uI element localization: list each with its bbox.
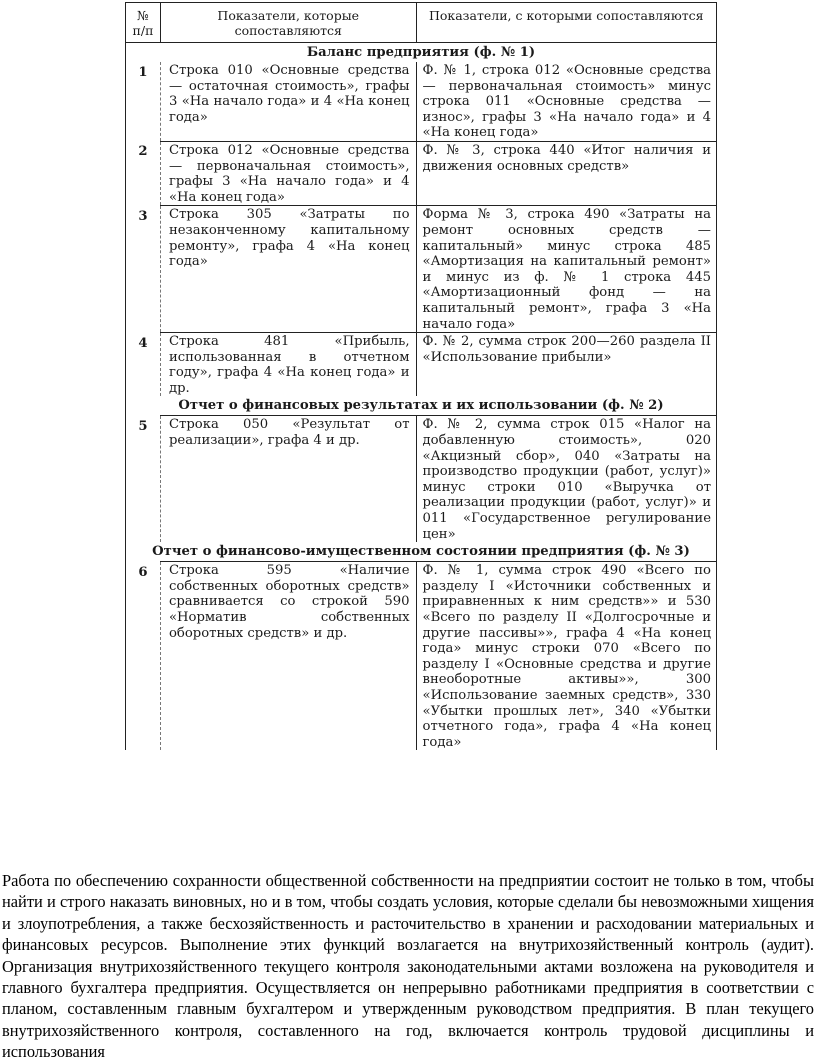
row-comparison-indicator: Ф. № 1, строка 012 «Основные средства — первоначальная стоимость» минус строка 011 «Основные средства — износ», графы 3 «На начало года» и 4 «На конец года» [422, 63, 711, 141]
row-number: 5 [126, 416, 161, 542]
row-comparison-indicator: Форма № 3, строка 490 «Затраты на ремонт основных средств — капитальный» минус строка 485 «Амортизация на капитальный ремонт» и минус из ф. № 1 строка 445 «Амортизационный фонд — на капитальный ремонт», графа 3 «На начало года» [416, 206, 716, 333]
table-header-row [126, 3, 717, 43]
table-row [126, 562, 717, 751]
section-title: Отчет о финансовых результатах и их использовании (ф. № 2) [178, 398, 664, 414]
row-compared-indicator: Строка 595 «Наличие собственных оборотных средств» сравнивается со строкой 590 «Норматив собственных оборотных средств» и др. [160, 562, 416, 751]
table-row [126, 62, 717, 141]
header-compared: Показатели, которые сопоставляются [160, 3, 416, 43]
comparison-table [125, 2, 717, 750]
row-number: 6 [126, 562, 161, 751]
row-number: 3 [126, 206, 161, 333]
row-number: 1 [126, 62, 161, 141]
table-row [126, 333, 717, 397]
table-row [126, 206, 717, 333]
section-title: Баланс предприятия (ф. № 1) [306, 45, 536, 60]
row-comparison-indicator: Ф. № 3, строка 440 «Итог наличия и движения основных средств» [416, 141, 716, 205]
row-compared-indicator: Строка 010 «Основные средства — остаточная стоимость», графы 3 «На начало года» и 4 «На конец года» [160, 62, 416, 141]
row-comparison-indicator: Ф. № 2, сумма строк 015 «Налог на добавленную стоимость», 020 «Акцизный сбор», 040 «Затраты на производство продукции (работ, услуг)» минус строки 010 «Выручка от реализации продукции (работ, услуг)» и 011 «Государственное регулирование цен» [416, 416, 716, 542]
row-number: 2 [126, 141, 161, 205]
header-num: № п/п [126, 3, 161, 43]
section-header-row [126, 542, 717, 562]
row-compared-indicator: Строка 012 «Основные средства — первоначальная стоимость», графы 3 «На начало года» и 4 «На конец года» [160, 141, 416, 205]
section-header-row [126, 396, 717, 416]
header-compared-with: Показатели, с которыми сопоставляются [416, 3, 716, 43]
row-comparison-indicator: Ф. № 2, сумма строк 200—260 раздела II «Использование прибыли» [416, 333, 716, 397]
section-title: Отчет о финансово-имущественном состоянии предприятия (ф. № 3) [152, 544, 690, 560]
row-number: 4 [126, 333, 161, 397]
row-compared-indicator: Строка 481 «Прибыль, использованная в отчетном году», графа 4 «На конец года» и др. [160, 333, 416, 397]
table-row [126, 141, 717, 205]
row-compared-indicator: Строка 050 «Результат от реализации», графа 4 и др. [160, 416, 416, 542]
table-row [126, 416, 717, 542]
row-comparison-indicator: Ф. № 1, сумма строк 490 «Всего по разделу I «Источники собственных и приравненных к ним средств»» и 530 «Всего по разделу II «Долгосрочные и другие пассивы»», графа 4 «На конец года» минус строки 070 «Всего по разделу I «Основные средства и другие внеоборотные активы»», 300 «Использование заемных средств», 330 «Убытки прошлых лет», 340 «Убытки отчетного года», графа 4 «На конец года» [416, 562, 716, 751]
scanned-table-image [125, 2, 717, 750]
row-compared-indicator: Строка 305 «Затраты по незаконченному капитальному ремонту», графа 4 «На конец года» [160, 206, 416, 333]
section-header-row [126, 43, 717, 63]
body-paragraph: Работа по обеспечению сохранности общественной собственности на предприятии состоит не только в том, чтобы найти и строго наказать виновных, но и в том, чтобы создать условия, которые сделали бы невозможными хищения и злоупотребления, а также бесхозяйственность и расточительство в хранении и расходовании материальных и финансовых ресурсов. Выполнение этих функций возлагается на внутрихозяйственный контроль (аудит). Организация внутрихозяйственного текущего контроля законодательными актами возложена на руководителя и главного бухгалтера предприятия. Осуществляется он непрерывно работниками предприятия в соответствии с планом, составленным главным бухгалтером и утвержденным руководством предприятия. В план текущего внутрихозяйственного контроля, составленного на год, включается контроль трудовой дисциплины и использования [2, 871, 814, 1062]
